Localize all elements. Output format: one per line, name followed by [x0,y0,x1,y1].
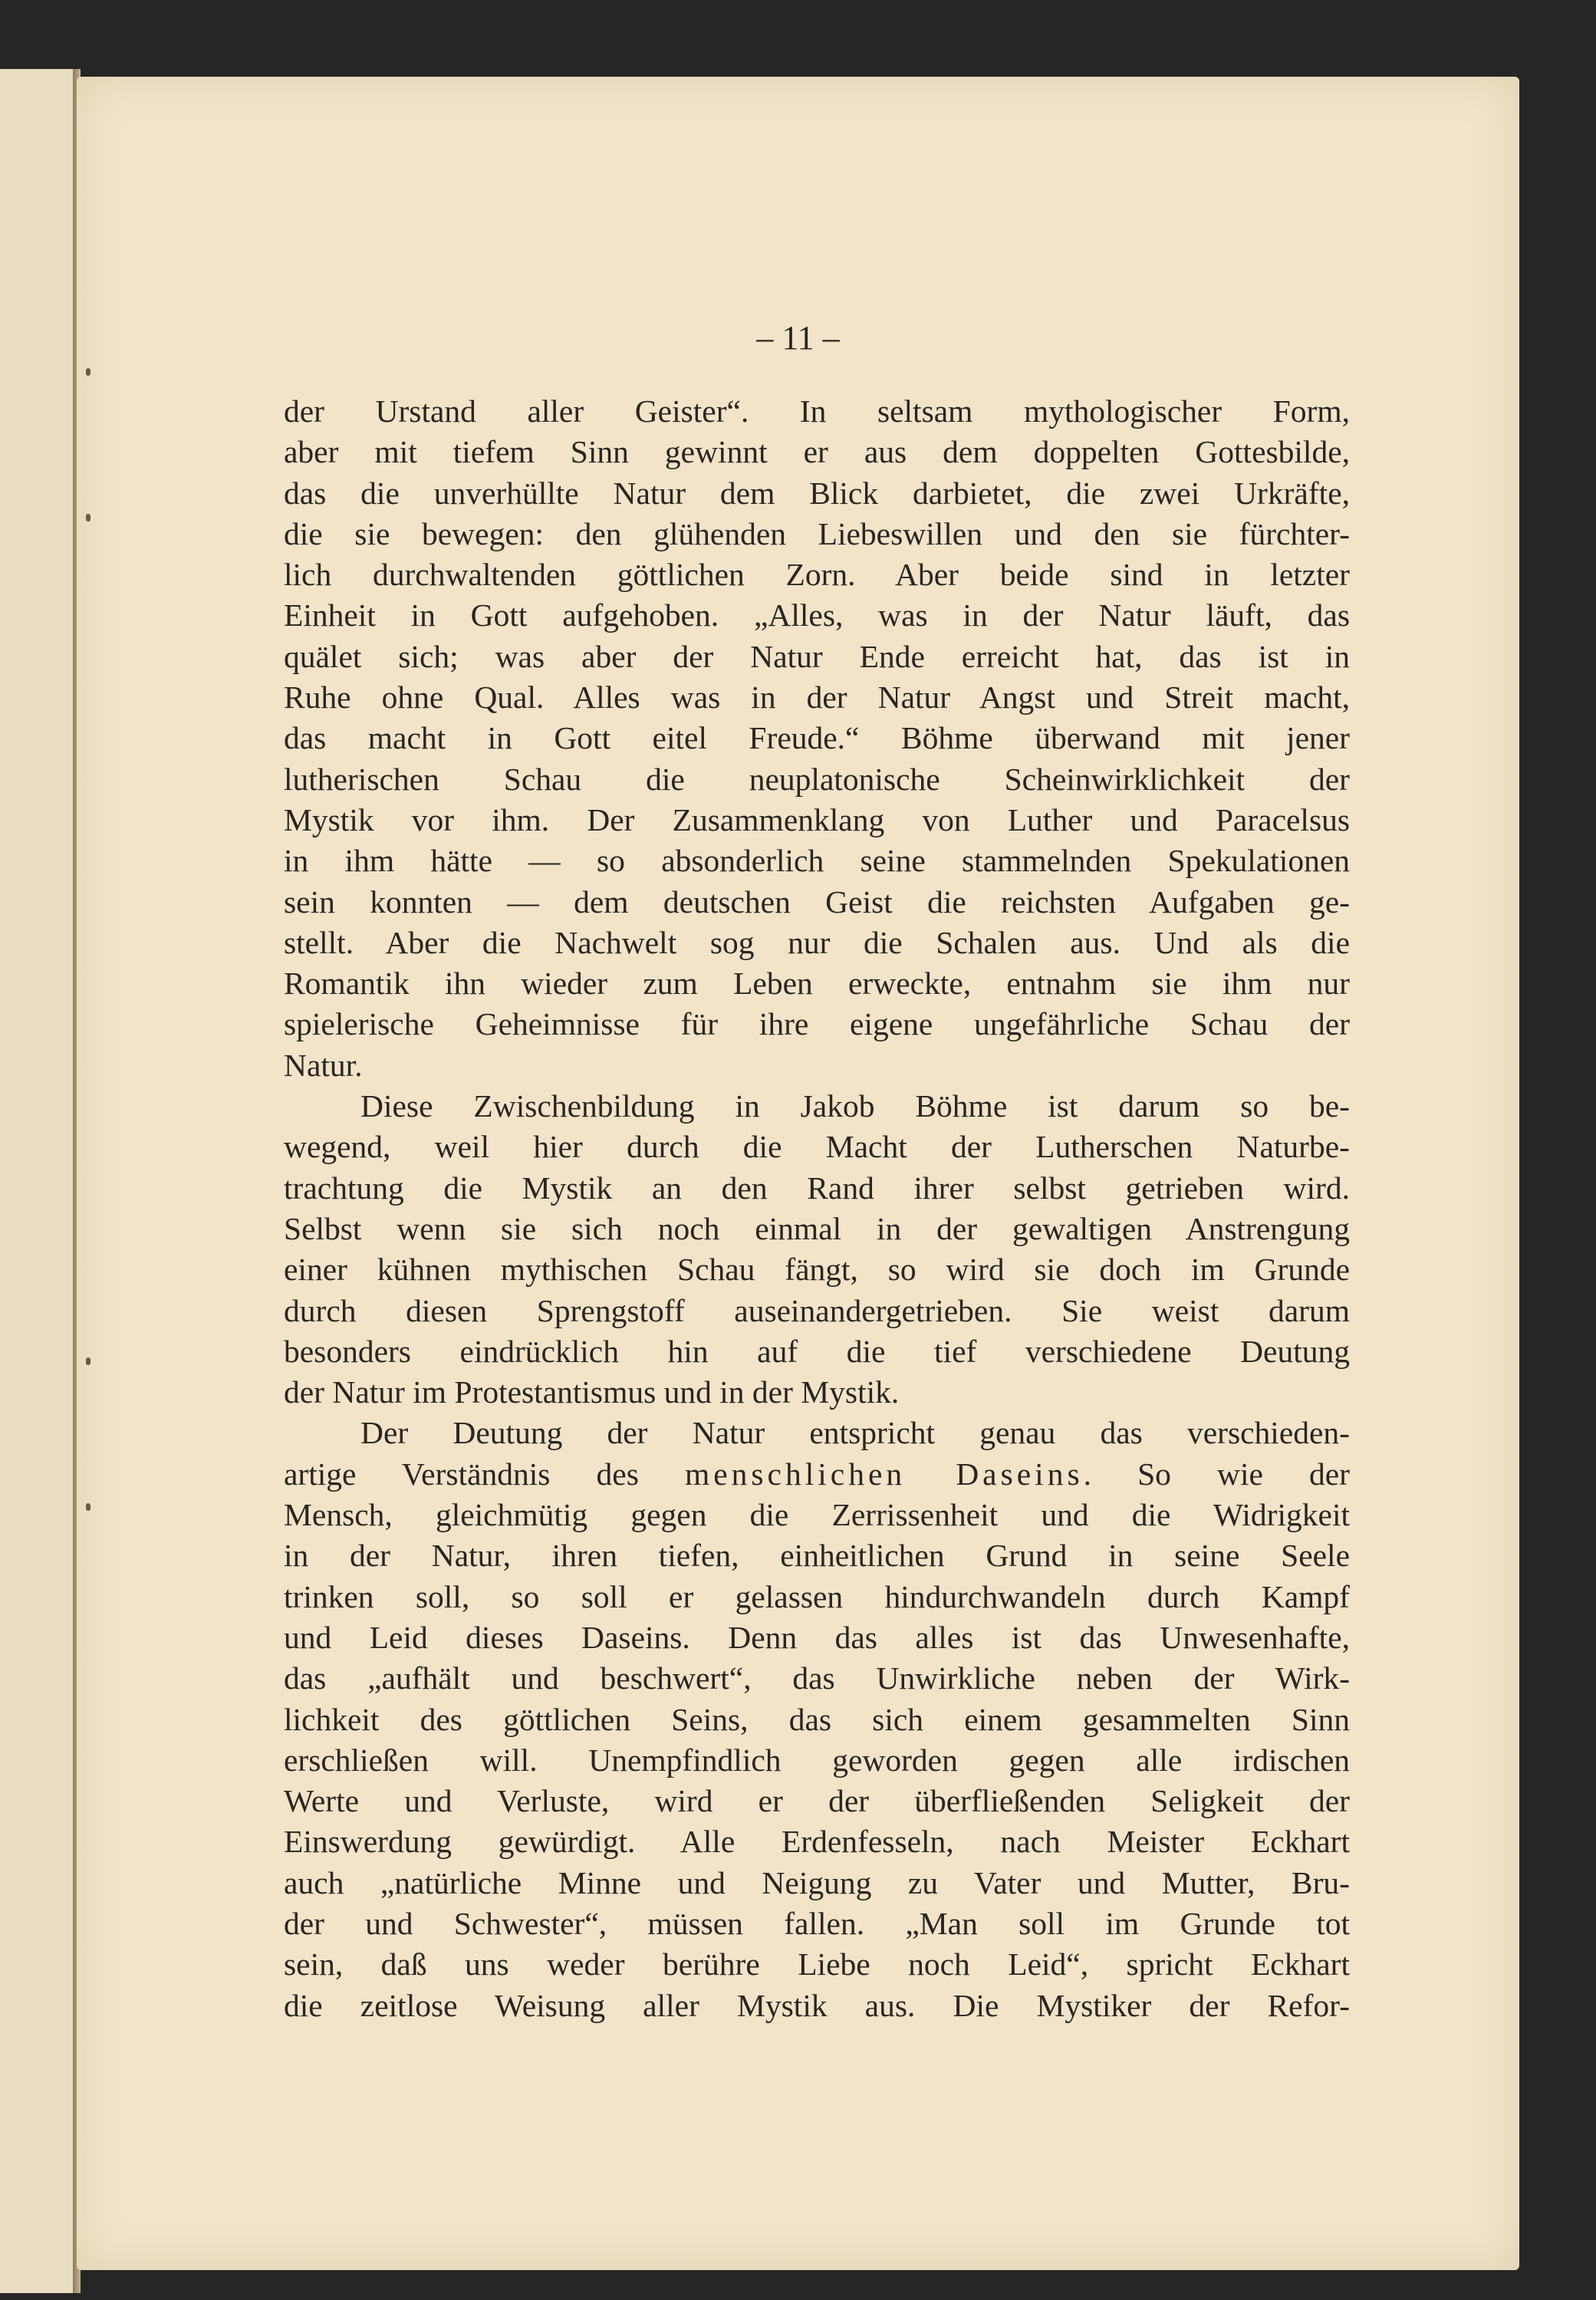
text-line: Diese Zwischenbildung in Jakob Böhme ist darum so be- [360,1088,1350,1124]
margin-mark [86,368,90,376]
text-line: Werte und Verluste, wird er der überfließenden Seligkeit der [284,1783,1350,1819]
text-line: trinken soll, so soll er gelassen hindurchwandeln durch Kampf [284,1578,1350,1614]
text-line: lichkeit des göttlichen Seins, das sich einem gesammelten Sinn [284,1701,1350,1737]
text-line: aber mit tiefem Sinn gewinnt er aus dem doppelten Gottesbilde, [284,434,1350,470]
left-page-edge [0,69,77,2293]
text-line: der Natur im Protestantismus und in der Mystik. [284,1374,900,1410]
text-line: die sie bewegen: den glühenden Liebeswillen und den sie fürchter- [284,515,1350,551]
text-line: Natur. [284,1047,363,1083]
text-line: Ruhe ohne Qual. Alles was in der Natur Angst und Streit macht, [284,679,1350,716]
text-line: das macht in Gott eitel Freude.“ Böhme überwand mit jener [284,720,1350,756]
text-line: durch diesen Sprengstoff auseinandergetrieben. Sie weist darum [284,1292,1350,1328]
text-line: das die unverhüllte Natur dem Blick darbietet, die zwei Urkräfte, [284,475,1350,511]
text-line: besonders eindrücklich hin auf die tief verschiedene Deutung [284,1333,1350,1369]
emphasized-text: menschlichen Daseins [684,1456,1084,1492]
text-line: quälet sich; was aber der Natur Ende erreicht hat, das ist in [284,638,1350,674]
text-line: der und Schwester“, müssen fallen. „Man soll im Grunde tot [284,1905,1350,1941]
text-line: die zeitlose Weisung aller Mystik aus. Die Mystiker der Refor- [284,1987,1350,2023]
text-line: sein konnten — dem deutschen Geist die reichsten Aufgaben ge- [284,883,1350,920]
text-line: Der Deutung der Natur entspricht genau das verschieden- [360,1415,1350,1451]
text-line: Romantik ihn wieder zum Leben erweckte, entnahm sie ihm nur [284,966,1350,1002]
body-text [284,391,1350,2026]
text-line: in ihm hätte — so absonderlich seine stammelnden Spekulationen [284,843,1350,879]
text-line: einer kühnen mythischen Schau fängt, so wird sie doch im Grunde [284,1252,1350,1288]
text-line: lutherischen Schau die neuplatonische Scheinwirklichkeit der [284,761,1350,797]
text-line: spielerische Geheimnisse für ihre eigene ungefährliche Schau der [284,1006,1350,1042]
text-line: Einheit in Gott aufgehoben. „Alles, was in der Natur läuft, das [284,597,1350,633]
text-line: lich durchwaltenden göttlichen Zorn. Aber beide sind in letzter [284,557,1350,593]
page-number: – 11 – [756,319,840,357]
text-line: stellt. Aber die Nachwelt sog nur die Schalen aus. Und als die [284,924,1350,960]
text-fragment: . So wie der [1083,1456,1350,1492]
text-line: Mystik vor ihm. Der Zusammenklang von Luther und Paracelsus [284,801,1350,837]
margin-mark [86,514,90,522]
margin-mark [86,1503,90,1511]
text-line: trachtung die Mystik an den Rand ihrer selbst getrieben wird. [284,1170,1350,1206]
text-line: erschließen will. Unempfindlich geworden gegen alle irdischen [284,1742,1350,1778]
text-line: Mensch, gleichmütig gegen die Zerrissenheit und die Widrigkeit [284,1497,1350,1533]
text-line: und Leid dieses Daseins. Denn das alles ist das Unwesenhafte, [284,1619,1350,1655]
book-page [77,77,1519,2270]
text-line: wegend, weil hier durch die Macht der Lutherschen Naturbe- [284,1129,1350,1165]
text-line: das „aufhält und beschwert“, das Unwirkliche neben der Wirk- [284,1660,1350,1696]
text-line: der Urstand aller Geister“. In seltsam mythologischer Form, [284,393,1350,429]
text-line: in der Natur, ihren tiefen, einheitlichen Grund in seine Seele [284,1538,1350,1574]
text-fragment: artige Verständnis des [284,1456,639,1492]
margin-mark [86,1357,90,1365]
text-line [284,1454,1350,1495]
text-line: Einswerdung gewürdigt. Alle Erdenfesseln, nach Meister Eckhart [284,1824,1350,1860]
text-line: sein, daß uns weder berühre Liebe noch Leid“, spricht Eckhart [284,1946,1350,1982]
text-line: Selbst wenn sie sich noch einmal in der gewaltigen Anstrengung [284,1210,1350,1246]
text-line: auch „natürliche Minne und Neigung zu Vater und Mutter, Bru- [284,1864,1350,1900]
